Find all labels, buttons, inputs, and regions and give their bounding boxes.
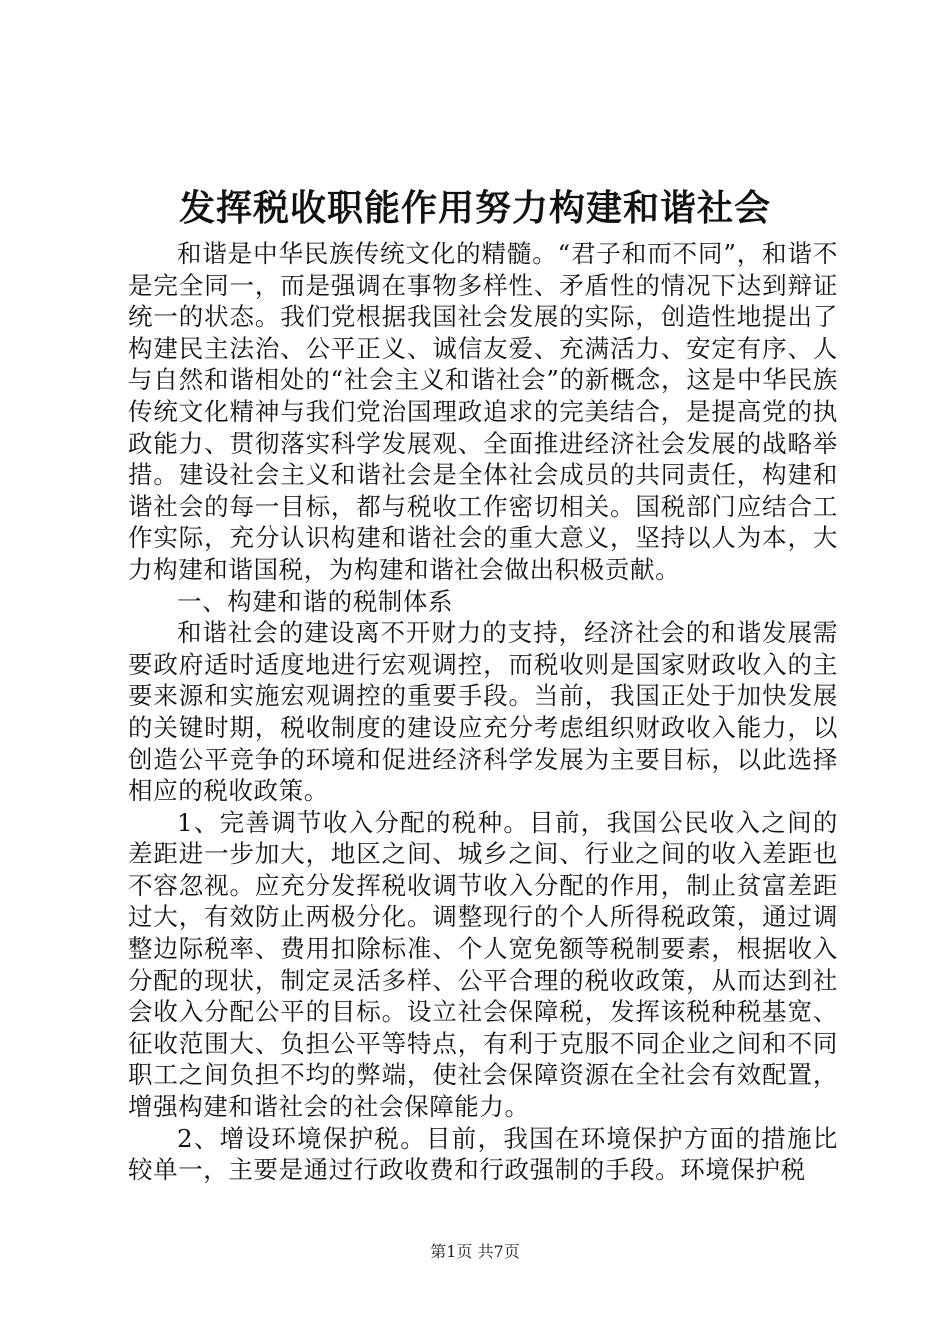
paragraph-item-1: 1、完善调节收入分配的税种。目前，我国公民收入之间的差距进一步加大，地区之间、城乡之间、行业之间的收入差距也不容忽视。应充分发挥税收调节收入分配的作用，制止贫富差距过大，有效防止两极分化。调整现行的个人所得税政策，通过调整边际税率、费用扣除标准、个人宽免额等税制要素，根据收入分配的现状，制定灵活多样、公平合理的税收政策，从而达到社会收入分配公平的目标。设立社会保障税，发挥该税种税基宽、征收范围大、负担公平等特点，有利于克服不同企业之间和不同职工之间负担不均的弊端，使社会保障资源在全社会有效配置，增强构建和谐社会的社会保障能力。	[128, 807, 838, 1122]
document-body	[128, 238, 838, 1186]
section-heading-1: 一、构建和谐的税制体系	[177, 586, 454, 616]
paragraph-section-1: 和谐社会的建设离不开财力的支持，经济社会的和谐发展需要政府适时适度地进行宏观调控，而税收则是国家财政收入的主要来源和实施宏观调控的重要手段。当前，我国正处于加快发展的关键时期，税收制度的建设应充分考虑组织财政收入能力，以创造公平竞争的环境和促进经济科学发展为主要目标，以此选择相应的税收政策。	[128, 618, 838, 806]
paragraph-intro: 和谐是中华民族传统文化的精髓。“君子和而不同”，和谐不是完全同一，而是强调在事物多样性、矛盾性的情况下达到辩证统一的状态。我们党根据我国社会发展的实际，创造性地提出了构建民主法治、公平正义、诚信友爱、充满活力、安定有序、人与自然和谐相处的“社会主义和谐社会”的新概念，这是中华民族传统文化精神与我们党治国理政追求的完美结合，是提高党的执政能力、贯彻落实科学发展观、全面推进经济社会发展的战略举措。建设社会主义和谐社会是全体社会成员的共同责任，构建和谐社会的每一目标，都与税收工作密切相关。国税部门应结合工作实际，充分认识构建和谐社会的重大意义，坚持以人为本，大力构建和谐国税，为构建和谐社会做出积极贡献。	[128, 239, 838, 584]
paragraph-item-2: 2、增设环境保护税。目前，我国在环境保护方面的措施比较单一，主要是通过行政收费和行政强制的手段。环境保护税	[128, 1123, 838, 1185]
document-title: 发挥税收职能作用努力构建和谐社会	[178, 187, 771, 229]
page-footer: 第1页 共7页	[430, 1242, 520, 1261]
